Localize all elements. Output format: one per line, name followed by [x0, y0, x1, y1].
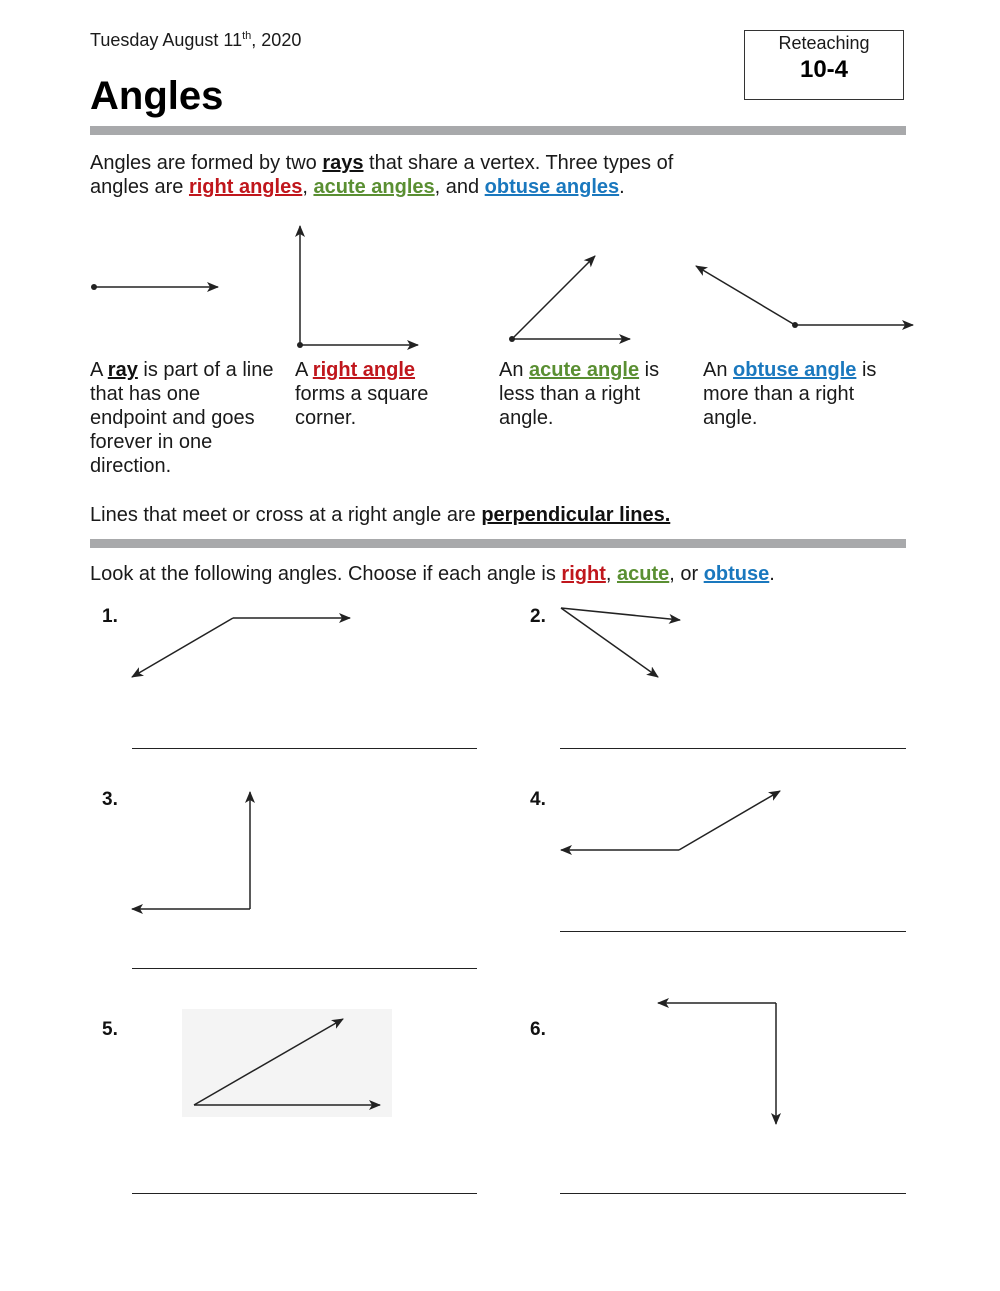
instructions-sep-1: , — [605, 563, 617, 585]
def-text: is less than a right angle. — [499, 359, 660, 429]
perpendicular-sentence — [90, 503, 890, 527]
term-obtuse-angles: obtuse angles — [484, 176, 620, 198]
def-text: is part of a line that has one endpoint and goes forever in one direction. — [90, 359, 274, 477]
def-prefix: A — [295, 359, 313, 381]
problem-6-number: 6. — [530, 1019, 546, 1040]
def-text: forms a square corner. — [295, 383, 429, 429]
problem-4-angle — [561, 791, 780, 850]
intro-text-1: Angles are formed by two — [90, 152, 323, 174]
problem-1-angle — [132, 618, 350, 677]
obtuse-angle-diagram — [696, 266, 913, 328]
date-main: Tuesday August 11 — [90, 30, 243, 50]
def-prefix: An — [499, 359, 530, 381]
intro-period: . — [619, 176, 625, 198]
right-angle-diagram — [297, 226, 418, 348]
term-rays: rays — [322, 152, 364, 174]
problem-3-angle — [132, 792, 250, 909]
intro-text-2: that share a vertex. Three types of — [363, 152, 674, 174]
term-acute-angles: acute angles — [313, 176, 435, 198]
problem-3-number: 3. — [102, 789, 118, 810]
instructions — [90, 562, 890, 586]
instructions-period: . — [769, 563, 775, 585]
answer-line-4[interactable] — [560, 931, 906, 932]
perpendicular-text: Lines that meet or cross at a right angle are — [90, 504, 482, 526]
definition-right-angle — [295, 358, 465, 430]
instructions-sep-2: , or — [669, 563, 704, 585]
def-term-acute-angle: acute angle — [529, 359, 640, 381]
badge-label: Reteaching — [778, 33, 870, 53]
intro-comma-1: , — [302, 176, 314, 198]
def-prefix: An — [703, 359, 734, 381]
intro-text-3: angles are — [90, 176, 189, 198]
term-perpendicular-lines: perpendicular lines. — [481, 504, 671, 526]
problem-1-number: 1. — [102, 606, 118, 627]
problem-2-number: 2. — [530, 606, 546, 627]
def-term-obtuse-angle: obtuse angle — [733, 359, 857, 381]
problem-2-angle — [561, 608, 680, 677]
instructions-text: Look at the following angles. Choose if each angle is — [90, 563, 562, 585]
page-title: Angles — [90, 74, 224, 118]
ray-diagram — [91, 284, 218, 290]
def-text: is more than a right angle. — [703, 359, 877, 429]
problem-4-number: 4. — [530, 789, 546, 810]
answer-line-6[interactable] — [560, 1193, 906, 1194]
divider-middle — [90, 539, 906, 548]
date-tail: , 2020 — [251, 30, 302, 50]
choice-obtuse: obtuse — [703, 563, 770, 585]
problem-5-background — [182, 1009, 392, 1117]
def-term-right-angle: right angle — [312, 359, 416, 381]
definition-acute-angle — [499, 358, 669, 430]
badge-number: 10-4 — [799, 56, 849, 83]
definition-obtuse-angle — [703, 358, 898, 430]
def-prefix: A — [90, 359, 108, 381]
choice-right: right — [561, 563, 606, 585]
acute-angle-diagram — [509, 256, 630, 342]
problem-6-angle — [658, 1003, 776, 1124]
answer-line-2[interactable] — [560, 748, 906, 749]
answer-line-5[interactable] — [132, 1193, 477, 1194]
date-superscript: th — [242, 30, 252, 42]
answer-line-3[interactable] — [132, 968, 477, 969]
answer-line-1[interactable] — [132, 748, 477, 749]
problem-5-number: 5. — [102, 1019, 118, 1040]
definition-ray — [90, 358, 280, 478]
choice-acute: acute — [616, 563, 670, 585]
term-right-angles: right angles — [188, 176, 303, 198]
intro-comma-2: , and — [434, 176, 485, 198]
def-term-ray: ray — [107, 359, 138, 381]
